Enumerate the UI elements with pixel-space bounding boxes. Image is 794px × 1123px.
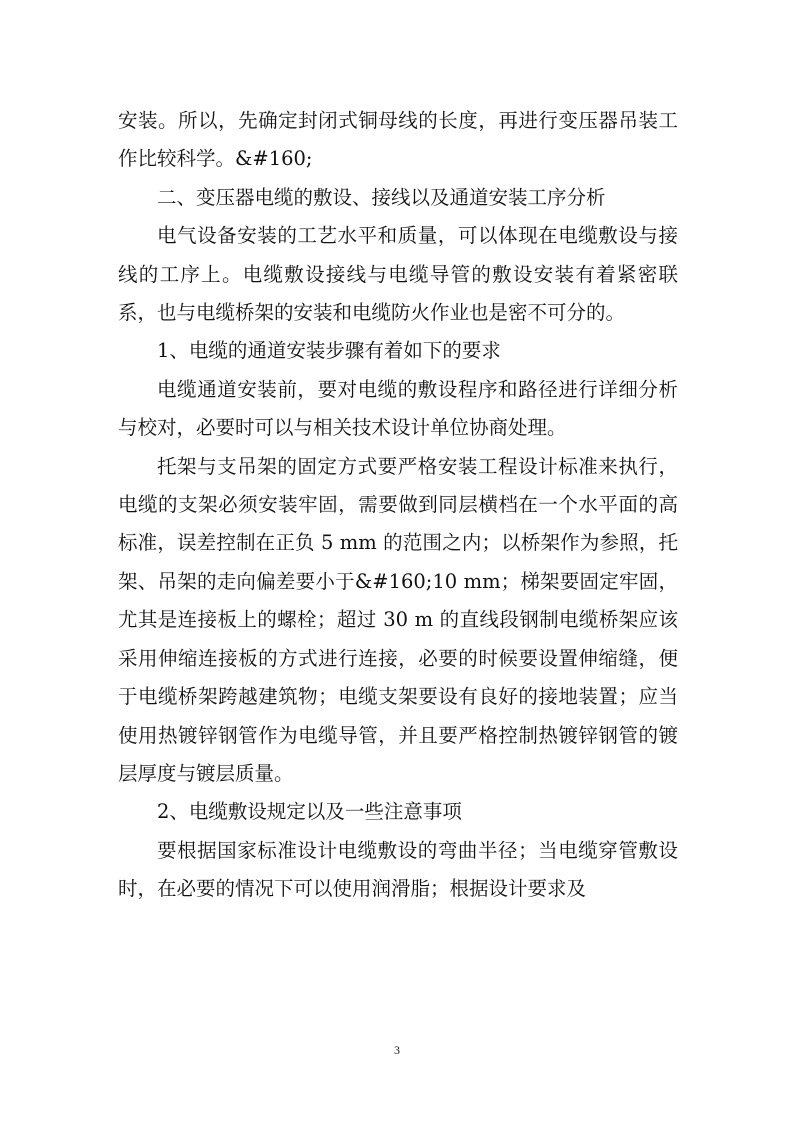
paragraph-1: 安装。所以，先确定封闭式铜母线的长度，再进行变压器吊装工作比较科学。&#160; bbox=[118, 109, 678, 171]
section-heading-2: 二、变压器电缆的敷设、接线以及通道安装工序分析 bbox=[157, 185, 606, 209]
subsection-heading-1: 1、电缆的通道安装步骤有着如下的要求 bbox=[157, 339, 501, 363]
paragraph-5: 电缆通道安装前，要对电缆的敷设程序和路径进行详细分析与校对，必要时可以与相关技术设计单位协商处理。 bbox=[118, 377, 678, 440]
page-number: 3 bbox=[394, 1043, 400, 1057]
document-body bbox=[118, 102, 678, 909]
subsection-heading-2: 2、电缆敷设规定以及一些注意事项 bbox=[157, 800, 462, 824]
paragraph-8: 要根据国家标准设计电缆敷设的弯曲半径；当电缆穿管敷设时，在必要的情况下可以使用润滑脂；根据设计要求及 bbox=[118, 838, 678, 901]
paragraph-6: 托架与支吊架的固定方式要严格安装工程设计标准来执行，电缆的支架必须安装牢固，需要做到同层横档在一个水平面的高标准，误差控制在正负 5 mm 的范围之内；以桥架作为参照，托架、吊架的走向偏差要小于&#160;10 mm；梯架要固定牢固，尤其是连接板上的螺栓；超过 30 m 的直线段钢制电缆桥架应该采用伸缩连接板的方式进行连接，必要的时候要设置伸缩缝，便于电缆桥架跨越建筑物；电缆支架要设有良好的接地装置；应当使用热镀锌钢管作为电缆导管，并且要严格控制热镀锌钢管的镀层厚度与镀层质量。 bbox=[118, 454, 678, 785]
paragraph-3: 电气设备安装的工艺水平和质量，可以体现在电缆敷设与接线的工序上。电缆敷设接线与电缆导管的敷设安装有着紧密联系，也与电缆桥架的安装和电缆防火作业也是密不可分的。 bbox=[118, 224, 678, 325]
